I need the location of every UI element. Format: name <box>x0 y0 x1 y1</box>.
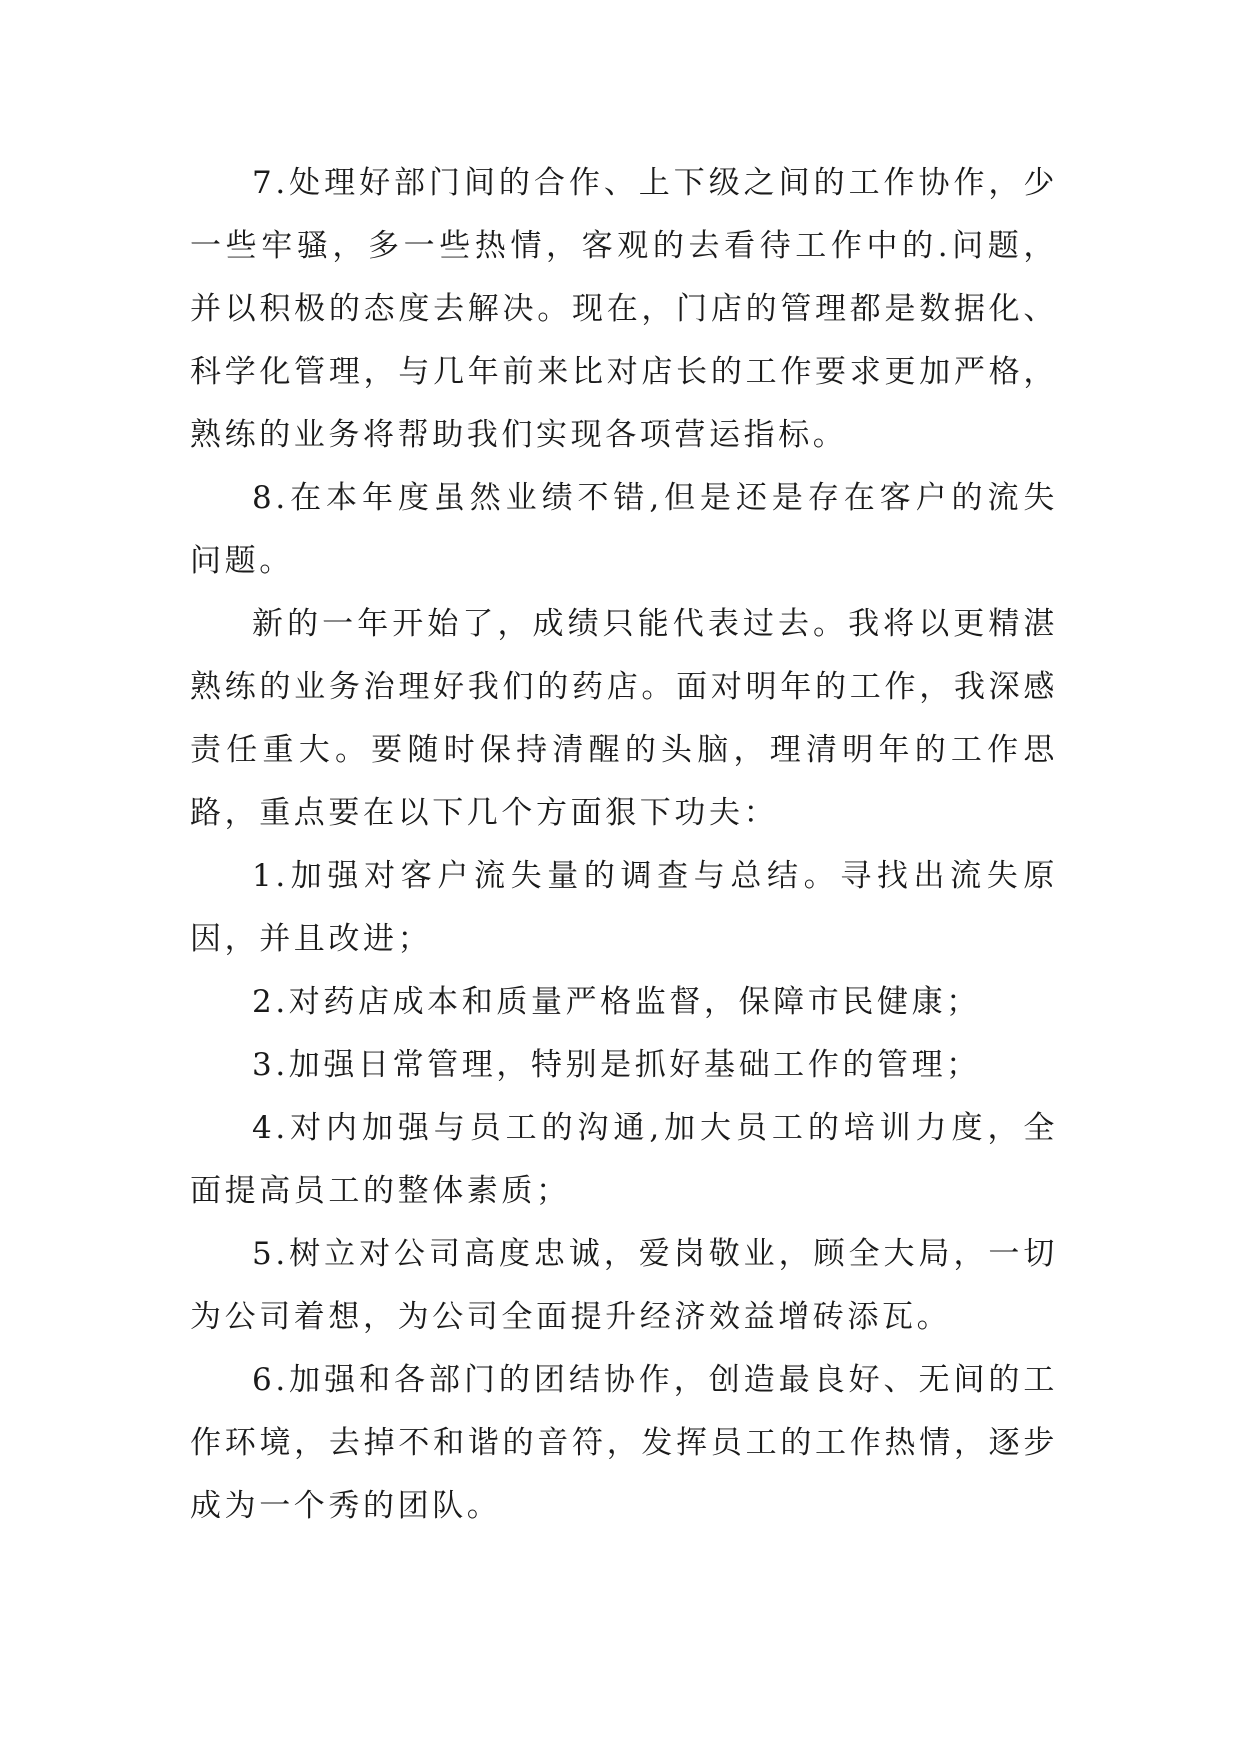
document-body <box>190 152 1058 1538</box>
paragraph-plan-item-4: 4.对内加强与员工的沟通,加大员工的培训力度，全面提高员工的整体素质； <box>190 1110 1058 1209</box>
paragraph-plan-item-3: 3.加强日常管理，特别是抓好基础工作的管理； <box>252 1047 981 1083</box>
paragraph-plan-item-6: 6.加强和各部门的团结协作，创造最良好、无间的工作环境，去掉不和谐的音符，发挥员工的工作热情，逐步成为一个秀的团队。 <box>190 1362 1058 1524</box>
paragraph-item-7-cooperation: 7.处理好部门间的合作、上下级之间的工作协作，少一些牢骚，多一些热情，客观的去看待工作中的.问题，并以积极的态度去解决。现在，门店的管理都是数据化、科学化管理，与几年前来比对店长的工作要求更加严格，熟练的业务将帮助我们实现各项营运指标。 <box>190 165 1058 453</box>
paragraph-plan-item-5: 5.树立对公司高度忠诚，爱岗敬业，顾全大局，一切为公司着想，为公司全面提升经济效益增砖添瓦。 <box>190 1236 1058 1335</box>
paragraph-new-year-plan: 新的一年开始了，成绩只能代表过去。我将以更精湛熟练的业务治理好我们的药店。面对明年的工作，我深感责任重大。要随时保持清醒的头脑，理清明年的工作思路，重点要在以下几个方面狠下功夫： <box>190 606 1058 831</box>
paragraph-plan-item-2: 2.对药店成本和质量严格监督，保障市民健康； <box>252 984 981 1020</box>
paragraph-plan-item-1: 1.加强对客户流失量的调查与总结。寻找出流失原因，并且改进； <box>190 858 1058 957</box>
paragraph-item-8-customer-loss: 8.在本年度虽然业绩不错,但是还是存在客户的流失问题。 <box>190 480 1058 579</box>
